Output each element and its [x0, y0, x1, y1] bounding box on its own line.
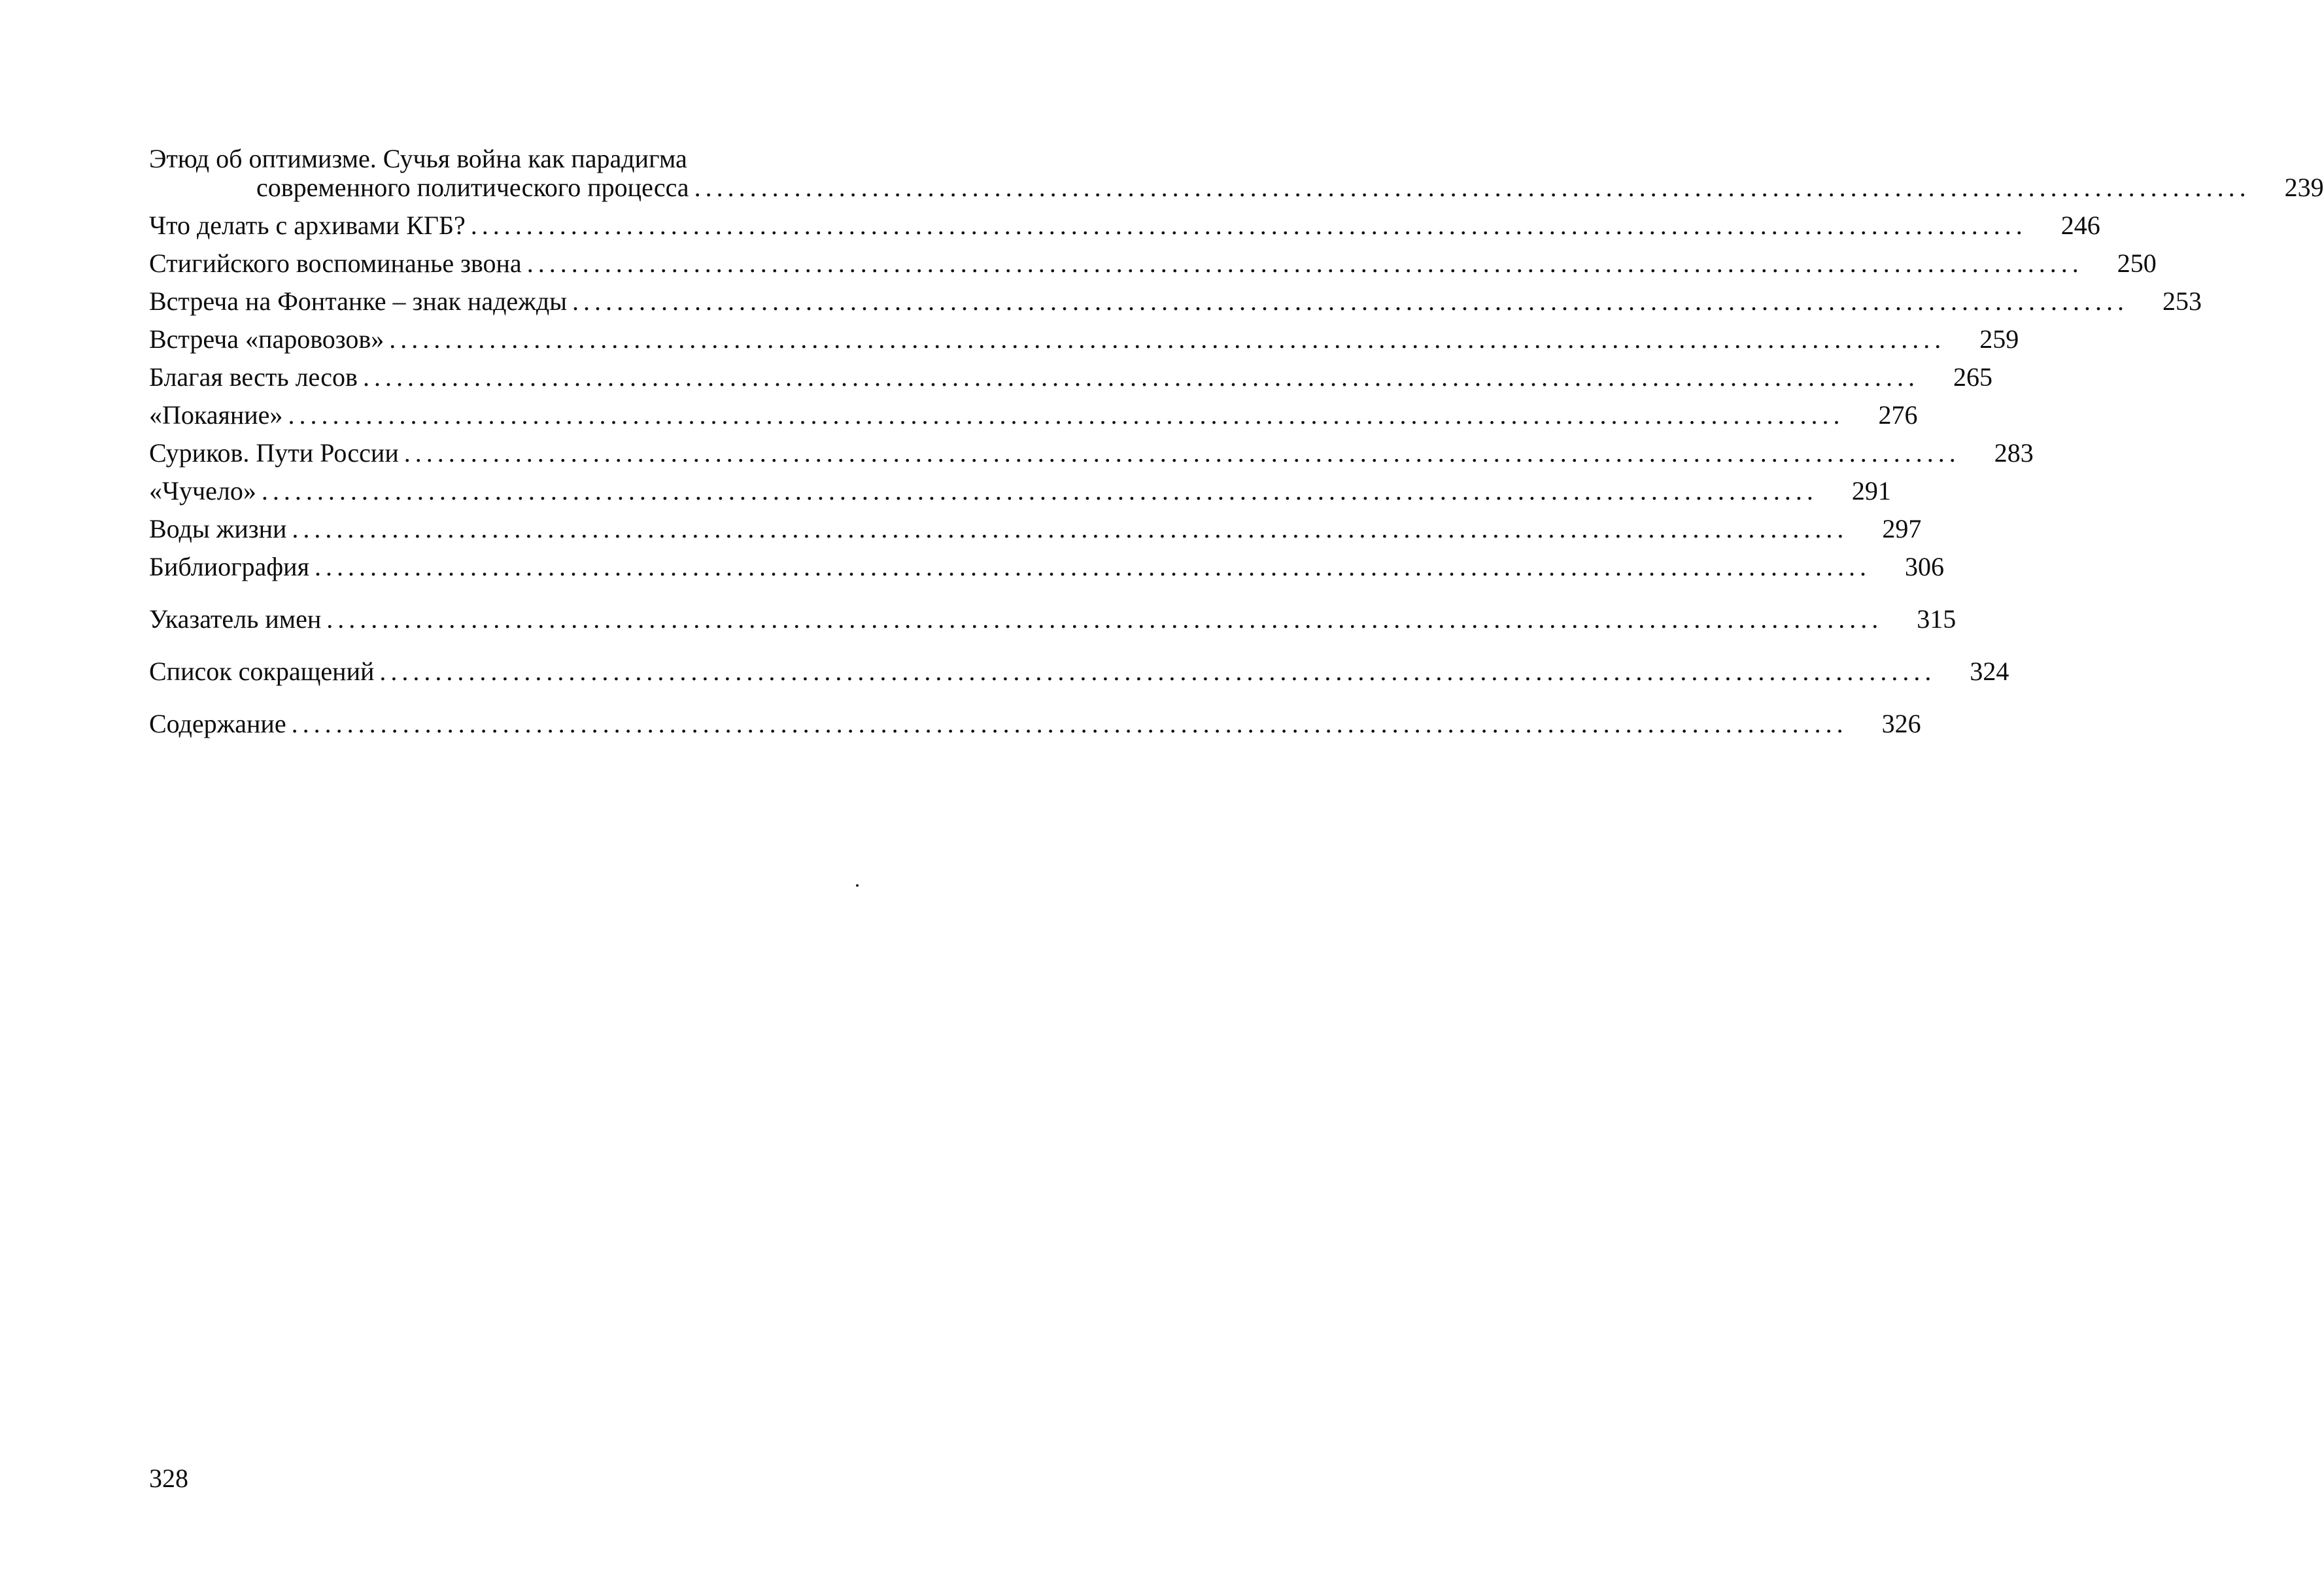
- toc-page-number: 315: [1917, 604, 1957, 634]
- toc-entry-title: Содержание: [149, 709, 286, 738]
- dot-leader: ............................................................................................................................................: [326, 604, 1883, 634]
- toc-entry: [149, 434, 2034, 472]
- toc-entry: [149, 245, 2157, 283]
- dot-leader: ............................................................................................................................................: [291, 709, 1848, 738]
- toc-entry-title: Список сокращений: [149, 657, 375, 686]
- toc-entry-row: [149, 434, 2034, 472]
- toc-entry: [149, 140, 2324, 216]
- toc-entry-title: Что делать с архивами КГБ?: [149, 211, 466, 240]
- dot-leader: ............................................................................................................................................: [526, 249, 2083, 278]
- toc-entry-row: [149, 169, 2324, 207]
- dot-leader: ............................................................................................................................................: [389, 324, 1946, 354]
- toc-entry-title: Указатель имен: [149, 604, 322, 634]
- toc-entry-title: Встреча «паровозов»: [149, 324, 384, 354]
- toc-page-number: 291: [1851, 476, 1891, 506]
- toc-entry: [149, 358, 1992, 396]
- toc-page-number: 276: [1878, 400, 1918, 430]
- dot-leader: ............................................................................................................................................: [292, 514, 1849, 543]
- toc-entry: [149, 396, 1918, 434]
- toc-entry-row: [149, 600, 1957, 638]
- toc-page-number: 239: [2284, 173, 2324, 202]
- toc-entry-title: Встреча на Фонтанке – знак надежды: [149, 286, 568, 316]
- toc-entry-title-line1: Этюд об оптимизме. Сучья война как парадигма: [149, 144, 687, 173]
- toc-page-number: 253: [2162, 286, 2202, 316]
- toc-entry: [149, 320, 2019, 358]
- toc-entry-title: «Чучело»: [149, 476, 256, 506]
- toc-entry-row: [149, 358, 1992, 396]
- page-number-footer: 328: [149, 1464, 188, 1493]
- toc-page-number: 326: [1881, 709, 1921, 738]
- toc-page-number: 246: [2060, 211, 2100, 240]
- dot-leader: ............................................................................................................................................: [572, 286, 2129, 316]
- toc-entry-row: [149, 705, 1921, 743]
- toc-page-number: 283: [1994, 438, 2034, 468]
- toc-page-number: 324: [1970, 657, 2009, 686]
- dot-leader: ............................................................................................................................................: [314, 552, 1871, 581]
- toc-entry-row: [149, 548, 1944, 586]
- toc-entry: [149, 600, 1957, 638]
- toc-entry-title: Суриков. Пути России: [149, 438, 399, 468]
- toc-entry-row: [149, 283, 2202, 320]
- toc-page-number: 250: [2117, 249, 2157, 278]
- dot-leader: ............................................................................................................................................: [403, 438, 1960, 468]
- toc-entry-title: Воды жизни: [149, 514, 287, 543]
- toc-entry: [149, 653, 2009, 691]
- dot-leader: ............................................................................................................................................: [379, 657, 1936, 686]
- dot-leader: ............................................................................................................................................: [362, 362, 1919, 392]
- toc-entry: [149, 283, 2202, 320]
- dot-leader: ............................................................................................................................................: [694, 173, 2251, 202]
- toc-entry: [149, 207, 2100, 245]
- toc-entry-row: [149, 245, 2157, 283]
- dot-leader: ............................................................................................................................................: [288, 400, 1845, 430]
- toc-page-number: 306: [1904, 552, 1944, 581]
- toc-page-number: 297: [1882, 514, 1922, 543]
- toc-entry: [149, 705, 1921, 743]
- toc-entry: [149, 548, 1944, 586]
- toc-page-number: 265: [1953, 362, 1992, 392]
- toc-entry: [149, 472, 1891, 510]
- toc-entry-row: [149, 320, 2019, 358]
- toc-entry-row: [149, 472, 1891, 510]
- toc-entry-row: [149, 510, 1922, 548]
- toc-entry-row: [149, 396, 1918, 434]
- toc-entry-title: «Покаяние»: [149, 400, 283, 430]
- toc-entry-title: Благая весть лесов: [149, 362, 358, 392]
- toc-entry-title-line2: современного политического процесса: [256, 173, 689, 202]
- dot-leader: ............................................................................................................................................: [470, 211, 2027, 240]
- dot-leader: ............................................................................................................................................: [261, 476, 1818, 506]
- toc-entry: [149, 510, 1922, 548]
- scan-speck: [856, 884, 859, 887]
- toc-entry-title: Стигийского воспоминанье звона: [149, 249, 522, 278]
- toc-page-number: 259: [1979, 324, 2019, 354]
- toc-entry-row: [149, 207, 2100, 245]
- toc-entry-title: Библиография: [149, 552, 309, 581]
- toc-entry-row: [149, 653, 2009, 691]
